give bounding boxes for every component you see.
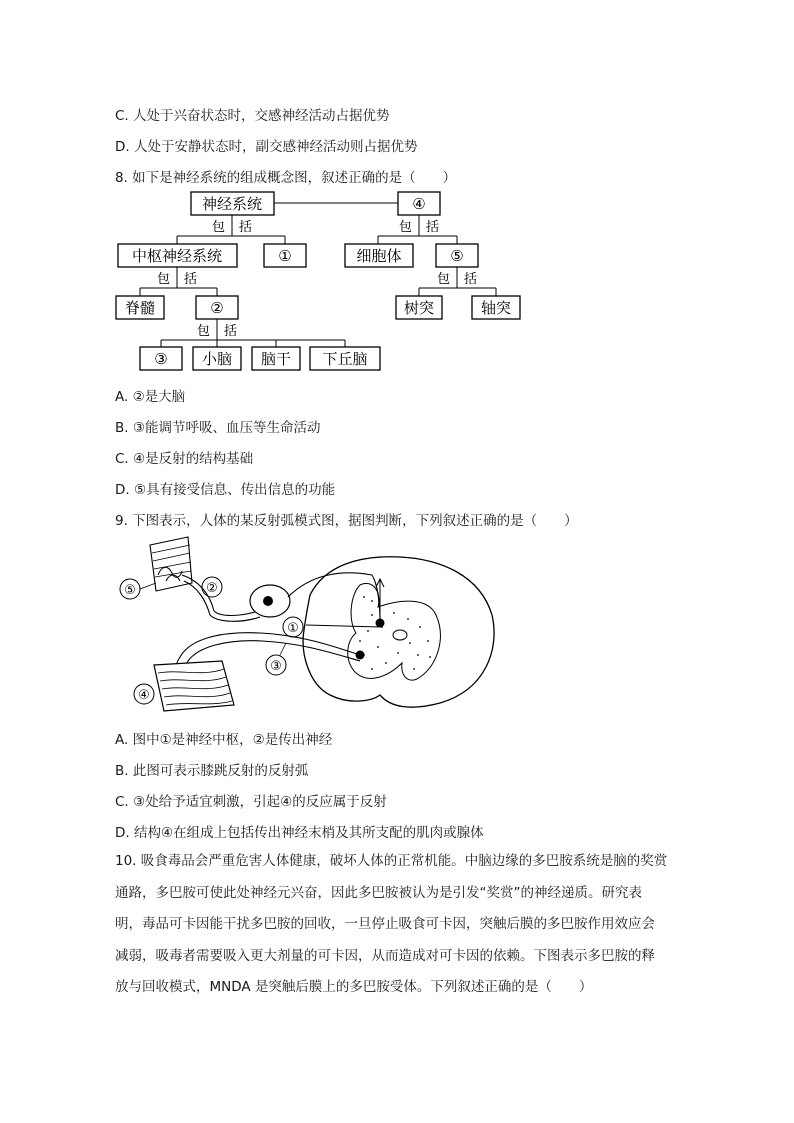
label-cns: 中枢神经系统 xyxy=(131,247,223,265)
q10-line-3: 明，毒品可卡因能干扰多巴胺的回收，一旦停止吸食可卡因，突触后膜的多巴胺作用效应会 xyxy=(115,916,655,932)
q9-option-c: C. ③处给予适宜刺激，引起④的反应属于反射 xyxy=(115,794,387,810)
svg-text:括: 括 xyxy=(184,272,198,287)
q10-line-1: 10. 吸食毒品会严重危害人体健康，破坏人体的正常机能。中脑边缘的多巴胺系统是脑的奖赏 xyxy=(115,853,668,869)
svg-text:包: 包 xyxy=(436,272,450,287)
q8-option-b: B. ③能调节呼吸、血压等生命活动 xyxy=(115,420,321,436)
q9-reflex-arc-diagram xyxy=(110,535,510,720)
q10-line-4: 减弱，吸毒者需要吸入更大剂量的可卡因，从而造成对可卡因的依赖。下图表示多巴胺的释 xyxy=(115,947,655,964)
svg-text:括: 括 xyxy=(464,272,478,287)
label-circle4: ④ xyxy=(412,195,426,213)
svg-text:包: 包 xyxy=(211,220,225,235)
svg-text:括: 括 xyxy=(224,324,238,339)
q9-option-a: A. 图中①是神经中枢，②是传出神经 xyxy=(115,732,333,748)
q7-option-c: C. 人处于兴奋状态时，交感神经活动占据优势 xyxy=(115,108,390,124)
label-circle5: ⑤ xyxy=(450,247,464,265)
q10-line-2: 通路，多巴胺可使此处神经元兴奋，因此多巴胺被认为是引发“奖赏”的神经递质。研究表 xyxy=(115,884,642,901)
label-circle1: ① xyxy=(278,247,292,265)
label-dendrite: 树突 xyxy=(403,299,435,317)
label-cell-body: 细胞体 xyxy=(356,247,402,265)
label-circle2: ② xyxy=(210,299,224,317)
q10-stem xyxy=(115,846,683,1004)
q8-option-a: A. ②是大脑 xyxy=(115,389,186,405)
q8-stem: 8. 如下是神经系统的组成概念图，叙述正确的是（ ） xyxy=(115,170,457,186)
receptor-skin xyxy=(150,537,192,591)
svg-text:包: 包 xyxy=(398,220,412,235)
q7-option-d: D. 人处于安静状态时，副交感神经活动则占据优势 xyxy=(115,139,418,155)
q9-stem: 9. 下图表示，人体的某反射弧模式图，据图判断，下列叙述正确的是（ ） xyxy=(115,513,578,529)
label-cerebellum: 小脑 xyxy=(201,350,233,368)
effector-muscle xyxy=(154,661,234,711)
label-spinal-cord: 脊髓 xyxy=(124,299,156,317)
svg-text:包: 包 xyxy=(196,324,210,339)
svg-text:包: 包 xyxy=(156,272,170,287)
q9-option-d: D. 结构④在组成上包括传出神经末梢及其所支配的肌肉或腺体 xyxy=(115,825,484,841)
q9-option-b: B. 此图可表示膝跳反射的反射弧 xyxy=(115,763,309,779)
svg-text:括: 括 xyxy=(239,220,253,235)
label-5: ⑤ xyxy=(124,583,136,598)
label-circle3: ③ xyxy=(154,350,168,368)
label-brainstem: 脑干 xyxy=(260,350,292,368)
label-hypothalamus: 下丘脑 xyxy=(322,350,368,368)
label-nervous-system: 神经系统 xyxy=(201,195,263,213)
svg-text:括: 括 xyxy=(426,220,440,235)
label-3: ③ xyxy=(270,659,282,674)
label-1: ① xyxy=(287,621,299,636)
label-2: ② xyxy=(206,581,218,596)
q8-concept-diagram xyxy=(0,0,794,380)
label-axon: 轴突 xyxy=(480,299,512,317)
q8-option-d: D. ⑤具有接受信息、传出信息的功能 xyxy=(115,482,336,498)
q10-line-5: 放与回收模式，MNDA 是突触后膜上的多巴胺受体。下列叙述正确的是（ ） xyxy=(115,979,593,995)
label-4: ④ xyxy=(138,688,150,703)
q8-option-c: C. ④是反射的结构基础 xyxy=(115,451,254,467)
